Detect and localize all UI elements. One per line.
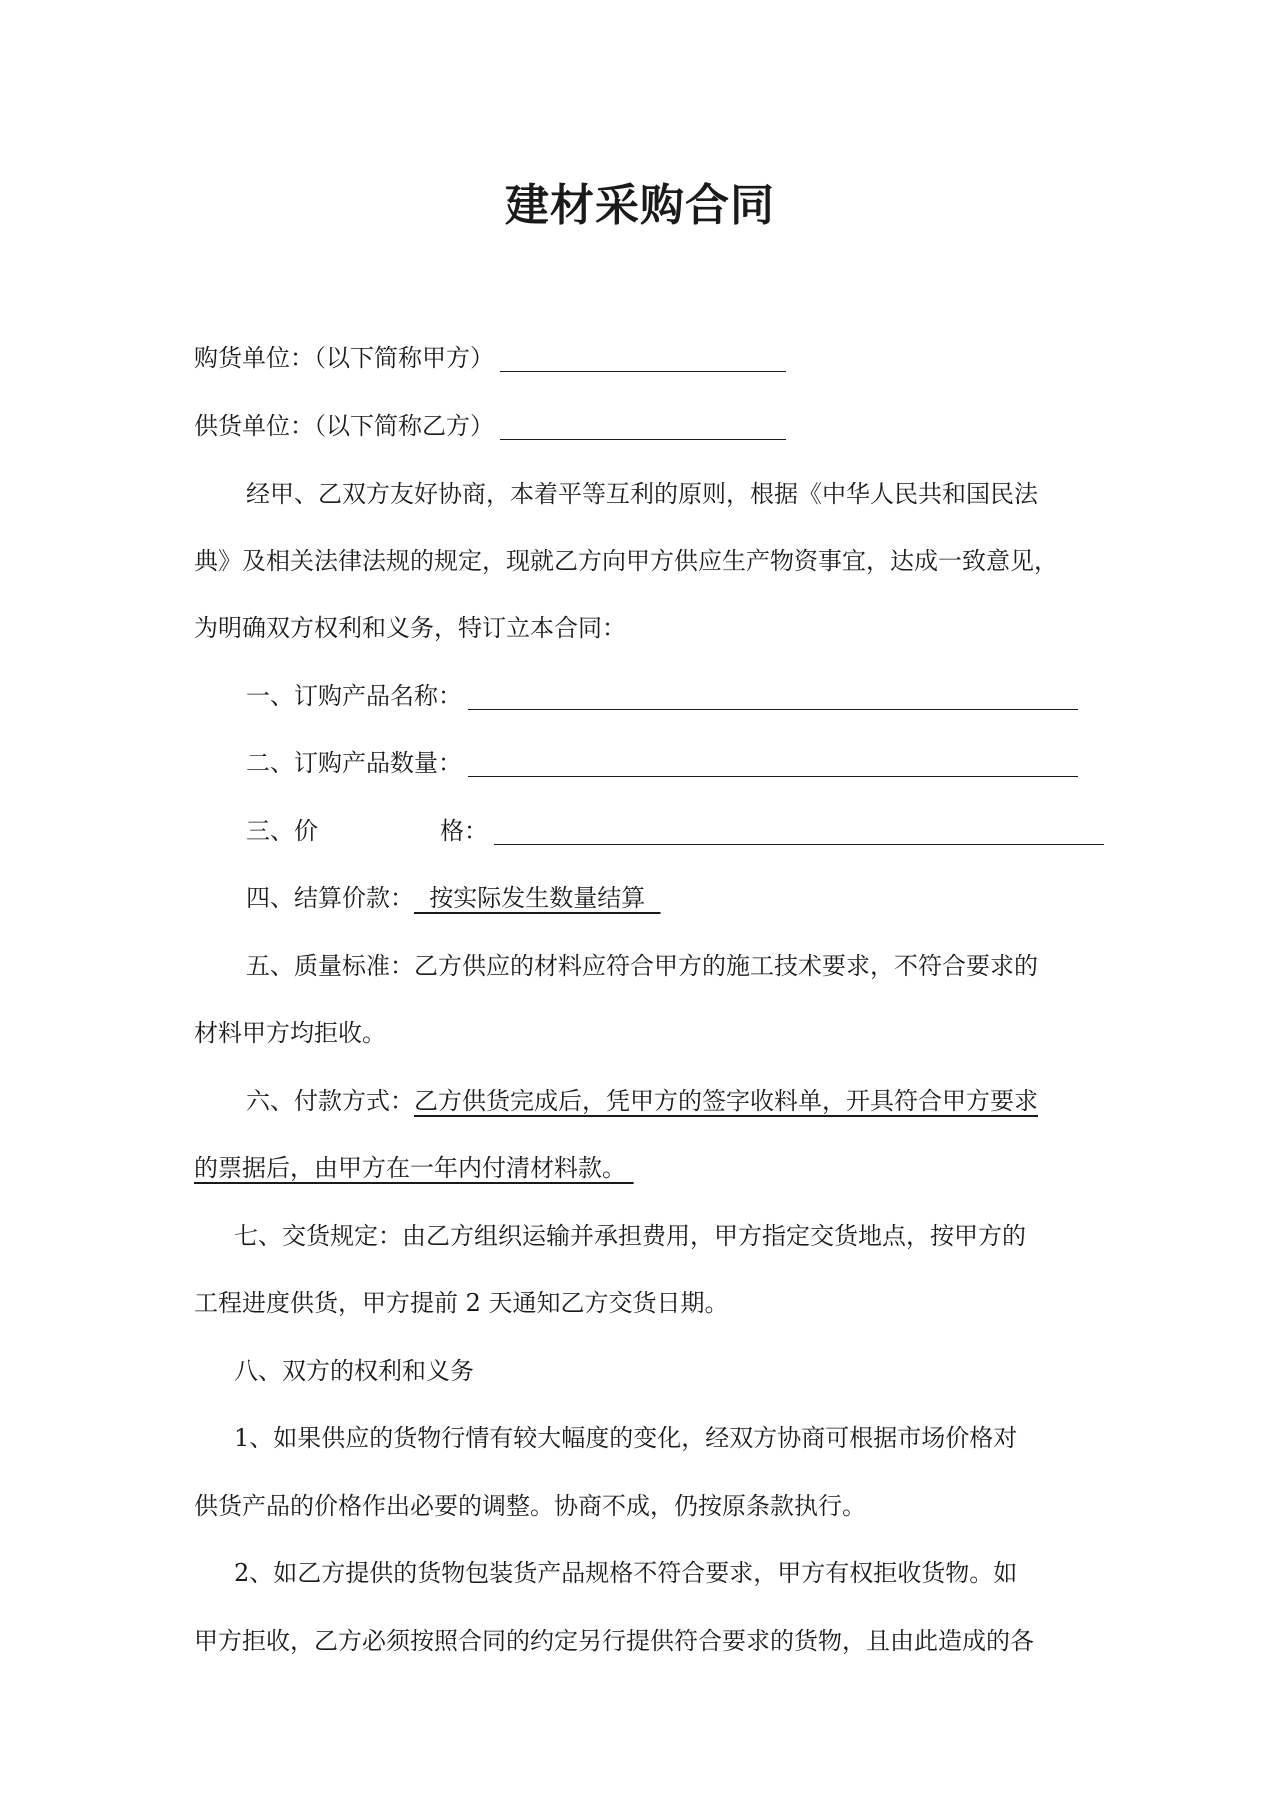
intro-line-1: 经甲、乙双方友好协商，本着平等互利的原则，根据《中华人民共和国民法 [246, 480, 1038, 508]
supplier-line [194, 409, 1094, 443]
item-1-label: 一、订购产品名称： [246, 682, 462, 710]
item-4-label: 四、结算价款： [246, 884, 414, 912]
item-2-line [246, 746, 1094, 780]
buyer-line [194, 341, 1094, 375]
item-2-label: 二、订购产品数量： [246, 749, 462, 777]
intro-line-2: 典》及相关法律法规的规定，现就乙方向甲方供应生产物资事宜，达成一致意见， [194, 547, 1058, 575]
item-8-1-line-2: 供货产品的价格作出必要的调整。协商不成，仍按原条款执行。 [194, 1492, 866, 1520]
item-7-line-1: 七、交货规定：由乙方组织运输并承担费用，甲方指定交货地点，按甲方的 [234, 1222, 1026, 1250]
quantity-blank-field[interactable] [468, 750, 1078, 777]
item-6-line-1 [246, 1084, 1094, 1118]
payment-terms-value-2: 的票据后，由甲方在一年内付清材料款。 [194, 1154, 634, 1182]
intro-line-3: 为明确双方权利和义务，特订立本合同： [194, 614, 626, 642]
item-8-1-line-1: 1、如果供应的货物行情有较大幅度的变化，经双方协商可根据市场价格对 [234, 1424, 1018, 1452]
document-title: 建材采购合同 [505, 180, 775, 231]
item-6-label: 六、付款方式： [246, 1087, 414, 1115]
item-5-line-2: 材料甲方均拒收。 [194, 1019, 386, 1047]
price-blank-field[interactable] [494, 818, 1104, 845]
payment-terms-value-1: 乙方供货完成后，凭甲方的签字收料单，开具符合甲方要求 [414, 1087, 1038, 1115]
supplier-label: 供货单位：（以下简称乙方） [194, 412, 494, 440]
item-3-line [246, 814, 1094, 848]
item-3-label-a: 三、价 [246, 817, 318, 845]
item-8-2-line-1: 2、如乙方提供的货物包装货产品规格不符合要求，甲方有权拒收货物。如 [234, 1559, 1018, 1587]
item-7-line-2: 工程进度供货，甲方提前 2 天通知乙方交货日期。 [194, 1289, 729, 1317]
item-8-2-line-2: 甲方拒收，乙方必须按照合同的约定另行提供符合要求的货物，且由此造成的各 [194, 1627, 1034, 1655]
item-5-line-1: 五、质量标准：乙方供应的材料应符合甲方的施工技术要求，不符合要求的 [246, 952, 1038, 980]
item-6-line-2 [194, 1151, 1094, 1185]
buyer-label: 购货单位：（以下简称甲方） [194, 344, 494, 372]
product-name-blank-field[interactable] [468, 683, 1078, 710]
supplier-blank-field[interactable] [500, 413, 786, 440]
item-4-line [246, 881, 1094, 915]
item-8-heading: 八、双方的权利和义务 [234, 1357, 474, 1385]
settlement-value: 按实际发生数量结算 [414, 884, 661, 912]
item-3-label-b: 格： [440, 817, 488, 845]
item-1-line [246, 679, 1094, 713]
buyer-blank-field[interactable] [500, 345, 786, 372]
